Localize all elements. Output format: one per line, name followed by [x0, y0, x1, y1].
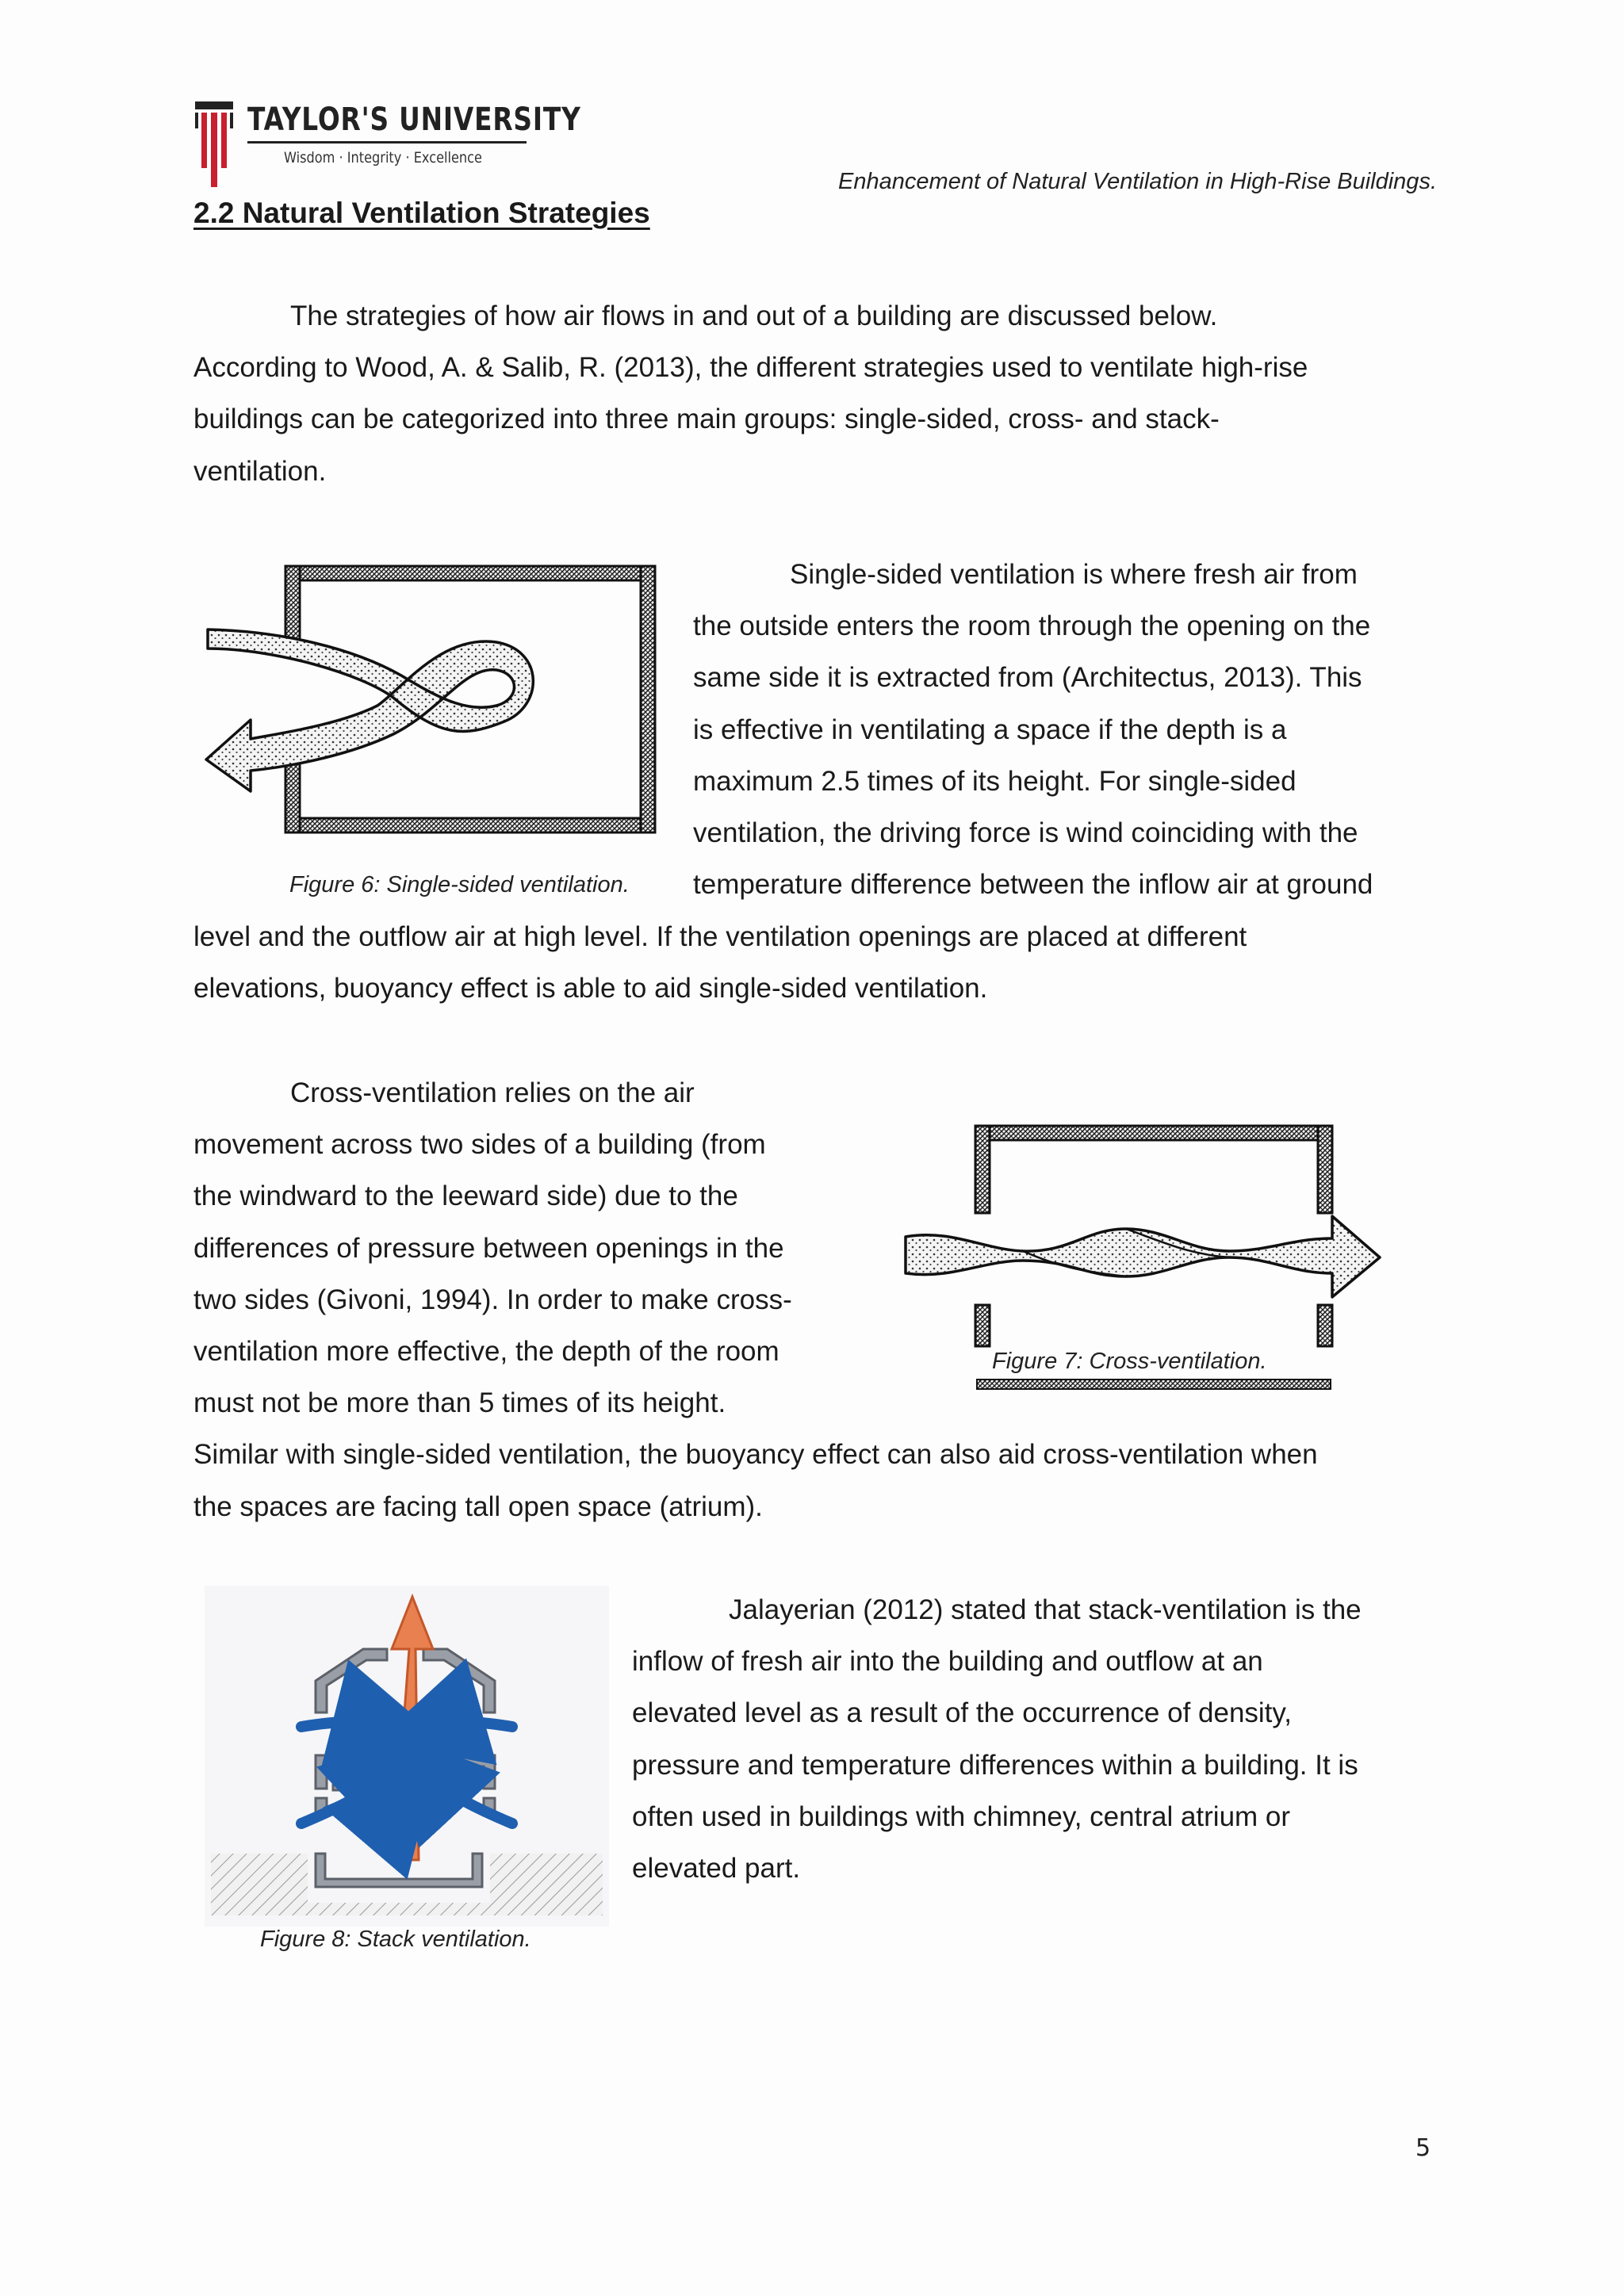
- room-wall-left-upper: [975, 1126, 990, 1213]
- intro-paragraph: [193, 290, 1308, 497]
- page-number: 5: [1415, 2134, 1431, 2162]
- text-line: elevations, buoyancy effect is able to aid single-sided ventilation.: [193, 973, 988, 1004]
- stack-ventilation-figure: [205, 1586, 609, 1927]
- room-wall-right-lower: [1318, 1305, 1332, 1346]
- text-line: two sides (Givoni, 1994). In order to make cross-: [193, 1284, 792, 1315]
- text-line: level and the outflow air at high level. If the ventilation openings are placed at different: [193, 921, 1247, 952]
- text-line: buildings can be categorized into three main groups: single-sided, cross- and stack-: [193, 404, 1220, 435]
- text-line: Cross-ventilation relies on the air: [290, 1077, 695, 1108]
- room-wall-top: [285, 566, 655, 580]
- single-sided-ventilation-figure: [203, 555, 663, 848]
- text-line: According to Wood, A. & Salib, R. (2013), the different strategies used to ventilate high-rise: [193, 352, 1308, 384]
- figure-7-caption: Figure 7: Cross-ventilation.: [992, 1349, 1267, 1374]
- text-line: pressure and temperature differences within a building. It is: [632, 1749, 1358, 1781]
- figure-8-caption: Figure 8: Stack ventilation.: [260, 1927, 531, 1952]
- room-floor: [977, 1380, 1331, 1389]
- text-line: the windward to the leeward side) due to the: [193, 1181, 738, 1212]
- text-line: maximum 2.5 times of its height. For single-sided: [693, 765, 1297, 797]
- single-sided-paragraph-right: [693, 549, 1373, 910]
- airflow-arrow: [906, 1216, 1380, 1297]
- logo-tagline: Wisdom · Integrity · Excellence: [284, 149, 482, 166]
- text-line: the spaces are facing tall open space (atrium).: [193, 1490, 763, 1522]
- airflow-loop-arrow: [206, 629, 533, 791]
- text-line: inflow of fresh air into the building and outflow at an: [632, 1646, 1263, 1678]
- text-line: must not be more than 5 times of its height.: [193, 1387, 726, 1419]
- text-line: elevated level as a result of the occurrence of density,: [632, 1697, 1293, 1729]
- text-line: The strategies of how air flows in and out of a building are discussed below.: [290, 300, 1218, 331]
- text-line: often used in buildings with chimney, central atrium or: [632, 1800, 1291, 1832]
- room-wall-top: [975, 1126, 1332, 1140]
- text-line: movement across two sides of a building (from: [193, 1129, 766, 1161]
- university-crest-icon: [195, 101, 233, 187]
- room-wall-right: [641, 566, 655, 832]
- text-line: ventilation, the driving force is wind coinciding with the: [693, 817, 1358, 849]
- text-line: the outside enters the room through the opening on the: [693, 610, 1371, 642]
- text-line: Similar with single-sided ventilation, the buoyancy effect can also aid cross-ventilation when: [193, 1439, 1318, 1471]
- text-line: ventilation more effective, the depth of the room: [193, 1336, 779, 1368]
- room-wall-bottom: [285, 818, 655, 832]
- university-logo: [195, 101, 581, 189]
- section-heading: 2.2 Natural Ventilation Strategies: [193, 197, 650, 229]
- running-title: Enhancement of Natural Ventilation in High-Rise Buildings.: [838, 169, 1437, 194]
- single-sided-paragraph-full: [193, 911, 1247, 1014]
- text-line: Single-sided ventilation is where fresh air from: [790, 559, 1358, 590]
- room-wall-left-lower: [975, 1305, 990, 1346]
- text-line: temperature difference between the inflow air at ground: [693, 869, 1373, 901]
- text-line: differences of pressure between openings in the: [193, 1232, 784, 1264]
- text-line: ventilation.: [193, 455, 327, 487]
- room-wall-right-upper: [1318, 1126, 1332, 1213]
- figure-6-caption: Figure 6: Single-sided ventilation.: [289, 872, 630, 897]
- logo-name: TAYLOR'S UNIVERSITY: [247, 101, 581, 138]
- text-line: same side it is extracted from (Architectus, 2013). This: [693, 662, 1362, 694]
- text-line: is effective in ventilating a space if the depth is a: [693, 714, 1287, 745]
- logo-divider: [247, 141, 527, 144]
- stack-ventilation-paragraph: [632, 1584, 1362, 1894]
- text-line: elevated part.: [632, 1853, 801, 1885]
- text-line: Jalayerian (2012) stated that stack-ventilation is the: [729, 1594, 1362, 1625]
